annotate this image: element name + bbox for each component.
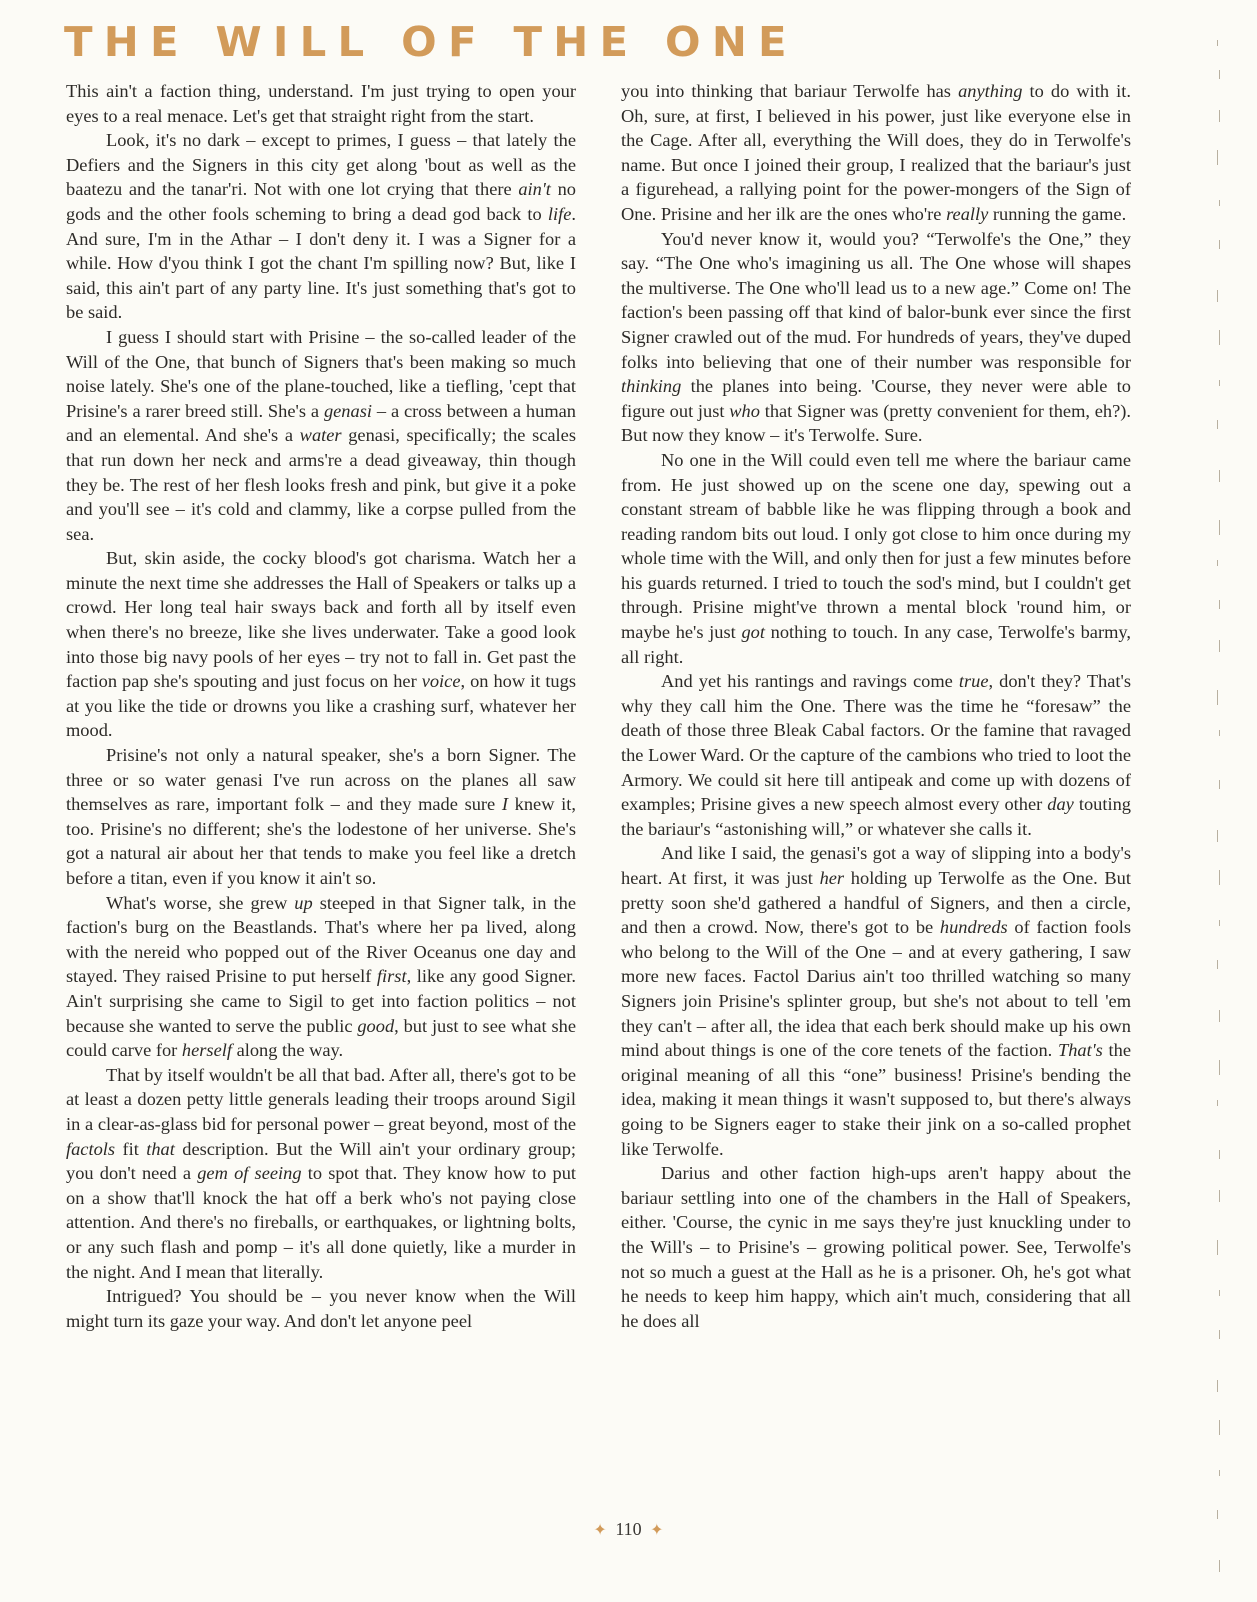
body-paragraph — [66, 743, 576, 891]
edge-tick — [1219, 920, 1220, 926]
emphasis-text: good — [357, 1015, 395, 1036]
text-run: fit — [115, 1138, 147, 1159]
edge-tick — [1217, 1510, 1218, 1519]
emphasis-text: who — [729, 400, 760, 421]
emphasis-text: gem of seeing — [197, 1163, 302, 1184]
text-run: running the game. — [988, 203, 1127, 224]
edge-tick — [1219, 780, 1220, 789]
edge-tick — [1219, 640, 1220, 652]
text-run: . And sure, I'm in the Athar – I don't deny it. I was a Signer for a while. How d'you think I got the chant I'm spilling now? But, like I said, this ain't part of any party line. It's just something that's got to be said. — [66, 203, 576, 323]
text-run: no gods and the other fools scheming to bring a dead god back to — [66, 179, 576, 224]
text-run: Look, it's no dark – except to primes, I guess – that lately the Defiers and the Signers in this city get along 'bout as well as the baatezu and the tanar'ri. Not with one lot crying that there — [66, 130, 576, 200]
emphasis-text: thinking — [621, 376, 682, 397]
edge-tick — [1217, 1240, 1218, 1255]
page-folio — [0, 1519, 1257, 1540]
emphasis-text: That's — [1057, 1040, 1103, 1061]
edge-tick — [1219, 600, 1220, 609]
text-run: description. But the Will ain't your ordinary group; you don't need a — [66, 1138, 576, 1184]
body-paragraph — [66, 79, 576, 128]
edge-tick — [1217, 420, 1218, 429]
edge-tick — [1217, 690, 1218, 705]
text-run: Intrigued? You should be – you never know when the Will might turn its gaze your way. And don't let anyone peel — [66, 1286, 576, 1331]
text-run: And like I said, the genasi's got a way of slipping into a body's heart. At first, it was just — [621, 843, 1131, 888]
edge-tick — [1217, 830, 1218, 842]
text-run: the planes into being. 'Course, they never were able to figure out just — [621, 376, 1131, 421]
emphasis-text: hundreds — [939, 917, 1008, 938]
edge-tick — [1219, 380, 1220, 386]
text-run: genasi, specifically; the scales that run down her neck and arms're a dead giveaway, thin though they be. The rest of her flesh looks fresh and pink, but give it a poke and you'll see – it's cold and clammy, like a corpse pulled from the sea. — [66, 425, 576, 544]
text-run: No one in the Will could even tell me where the bariaur came from. He just showed up on the scene one day, spewing out a constant stream of babble like he was flipping through a book and reading random bits out loud. I only got close to him once during my whole time with the Will, and only then for just a few minutes before his guards returned. I tried to touch the sod's mind, but I couldn't get through. Prisine might've thrown a mental block 'round him, or maybe he's just — [621, 449, 1131, 643]
edge-tick — [1219, 870, 1220, 885]
edge-tick — [1219, 1560, 1220, 1572]
edge-tick — [1219, 1470, 1220, 1476]
edge-tick — [1217, 560, 1218, 566]
emphasis-text: life — [547, 203, 572, 224]
emphasis-text: ain't — [518, 179, 551, 200]
edge-tick — [1219, 1150, 1220, 1159]
emphasis-text: I — [501, 794, 508, 815]
edge-tick — [1219, 240, 1220, 249]
text-run: , on how it tugs at you like the tide or drowns you like a crashing surf, whatever her mood. — [66, 671, 576, 741]
edge-tick — [1219, 70, 1220, 79]
emphasis-text: first — [376, 966, 407, 987]
body-paragraph — [621, 841, 1131, 1161]
body-paragraph — [66, 1284, 576, 1333]
body-paragraph — [66, 1063, 576, 1284]
edge-tick — [1219, 520, 1220, 535]
body-paragraph — [66, 325, 576, 546]
text-run: touting the bariaur's “astonishing will,” or whatever she calls it. — [621, 794, 1131, 839]
body-paragraph — [621, 1161, 1131, 1333]
edge-tick — [1217, 960, 1218, 969]
text-run: Darius and other faction high-ups aren't happy about the bariaur settling into one of the chambers in the Hall of Speakers, either. 'Course, the cynic in me says they're just knuckling under to the Will's – to Prisine's – growing political power. See, Terwolfe's not so much a guest at the Hall as he is a prisoner. Oh, he's got what he needs to keep him happy, which ain't much, considering that all he does all — [621, 1163, 1131, 1331]
text-run: that Signer was (pretty convenient for them, eh?). But now they know – it's Terwolfe. Sure. — [621, 400, 1132, 446]
text-run: of faction fools who belong to the Will of the One – and at every gathering, I saw more new faces. Factol Darius ain't too thrilled watching so many Signers join Prisine's splinter group, but she's not about to tell 'em they can't – after all, the idea that each berk should make up his own mind about things is one of the core tenets of the faction. — [621, 917, 1131, 1061]
emphasis-text: up — [294, 892, 313, 913]
emphasis-text: voice — [421, 671, 461, 692]
left-text-column — [66, 79, 576, 1333]
edge-tick — [1219, 470, 1220, 482]
text-run: the original meaning of all this “one” business! Prisine's bending the idea, making it mean things it wasn't supposed to, but there's always going to be Signers eager to stake their jink on a so-called prophet like Terwolfe. — [621, 1040, 1131, 1159]
edge-tick — [1217, 1380, 1218, 1392]
text-run: , don't they? That's why they call him the One. There was the time he “foresaw” the death of those three Bleak Cabal factors. Or the famine that ravaged the Lower Ward. Or the capture of the cambions who tried to loot the Armory. We could sit here till antipeak and come up with dozens of examples; Prisine gives a new speech almost every other — [621, 671, 1131, 815]
text-run: I guess I should start with Prisine – the so-called leader of the Will of the One, that bunch of Signers that's been making so much noise lately. She's one of the plane-touched, like a tiefling, 'cept that Prisine's a rarer breed still. She's a — [66, 326, 576, 421]
emphasis-text: factols — [66, 1138, 116, 1159]
text-run: knew it, too. Prisine's no different; she's the lodestone of her universe. She's got a natural air about her that tends to make you feel like a dretch before a titan, even if you know it ain't so. — [66, 794, 576, 888]
text-run: to do with it. Oh, sure, at first, I believed in his power, just like everyone else in the Cage. After all, everything the Will does, they do in Terwolfe's name. But once I joined their group, I realized that the bariaur's just a figurehead, a rallying point for the power-mongers of the Sign of One. Prisine and her ilk are the ones who're — [621, 81, 1131, 224]
body-paragraph — [66, 546, 576, 743]
text-run: This ain't a faction thing, understand. I'm just trying to open your eyes to a real menace. Let's get that straight right from the start. — [66, 81, 576, 126]
right-text-column — [621, 79, 1131, 1333]
body-paragraph — [621, 669, 1131, 841]
body-paragraph — [66, 128, 576, 325]
text-run: along the way. — [231, 1040, 344, 1061]
emphasis-text: true — [958, 671, 989, 692]
edge-tick — [1219, 330, 1220, 345]
text-run: You'd never know it, would you? “Terwolfe's the One,” they say. “The One who's imagining us all. The One whose will shapes the multiverse. The One who'll lead us to a new age.” Come on! The faction's been passing off that kind of balor-bunk ever since the first Signer crawled out of the mud. For hundreds of years, they've duped folks into believing that one of their number was responsible for — [621, 228, 1131, 372]
chapter-title: THE WILL OF THE ONE — [64, 18, 798, 66]
text-run: you into thinking that bariaur Terwolfe has — [621, 81, 959, 101]
edge-tick — [1217, 290, 1218, 302]
emphasis-text: that — [146, 1138, 175, 1159]
star-ornament-icon: ✦ — [650, 1522, 664, 1539]
text-run: – a cross between a human and an elemental. And she's a — [66, 400, 576, 446]
text-run: , like any good Signer. Ain't surprising she came to Sigil to get into faction politics – not because she wanted to serve the public — [66, 966, 576, 1036]
text-run: What's worse, she grew — [106, 892, 295, 913]
edge-tick — [1219, 1290, 1220, 1296]
emphasis-text: really — [946, 203, 989, 224]
text-run: nothing to touch. In any case, Terwolfe's barmy, all right. — [621, 622, 1131, 667]
emphasis-text: anything — [958, 81, 1023, 101]
edge-tick — [1219, 1420, 1220, 1435]
page-number: 110 — [615, 1519, 642, 1539]
emphasis-text: her — [819, 868, 845, 888]
edge-tick — [1217, 150, 1218, 165]
edge-tick — [1217, 1100, 1218, 1106]
emphasis-text: genasi — [323, 400, 372, 421]
edge-tick — [1219, 1010, 1220, 1022]
body-paragraph — [66, 891, 576, 1063]
edge-tick — [1219, 110, 1220, 122]
text-run: Prisine's not only a natural speaker, she's a born Signer. The three or so water genasi I've run across on the planes all saw themselves as rare, important folk – and they made sure — [66, 745, 576, 815]
emphasis-text: got — [741, 622, 765, 643]
emphasis-text: herself — [181, 1040, 232, 1061]
edge-tick — [1219, 730, 1220, 736]
edge-tick — [1217, 40, 1218, 46]
emphasis-text: water — [299, 425, 342, 446]
edge-tick — [1219, 1060, 1220, 1075]
edge-tick — [1219, 200, 1220, 206]
edge-tick — [1219, 1330, 1220, 1339]
text-run: holding up Terwolfe as the One. But pretty soon she'd gathered a handful of Signers, and then a circle, and then a crowd. Now, there's got to be — [621, 868, 1131, 938]
edge-tick — [1219, 1190, 1220, 1202]
emphasis-text: day — [1047, 794, 1074, 815]
body-paragraph — [621, 448, 1131, 669]
text-run: steeped in that Signer talk, in the faction's burg on the Beastlands. That's where her pa lived, along with the nereid who popped out of the River Oceanus one day and stayed. They raised Prisine to put herself — [66, 892, 576, 987]
text-run: , but just to see what she could carve for — [66, 1015, 576, 1061]
text-run: to spot that. They know how to put on a show that'll knock the hat off a berk who's not paying close attention. And there's no fireballs, or earthquakes, or lightning bolts, or any such flash and pomp – it's all done quietly, like a murder in the night. And I mean that literally. — [66, 1163, 576, 1282]
body-paragraph — [621, 79, 1131, 227]
star-ornament-icon: ✦ — [593, 1522, 607, 1539]
text-run: And yet his rantings and ravings come — [661, 671, 959, 692]
body-paragraph — [621, 227, 1131, 448]
text-run: That by itself wouldn't be all that bad. After all, there's got to be at least a dozen petty little generals leading their troops around Sigil in a clear-as-glass bid for personal power – great beyond, most of the — [66, 1064, 576, 1134]
text-run: But, skin aside, the cocky blood's got charisma. Watch her a minute the next time she addresses the Hall of Speakers or talks up a crowd. Her long teal hair sways back and forth all by itself even when there's no breeze, like she lives underwater. Take a good look into those big navy pools of her eyes – try not to fall in. Get past the faction pap she's spouting and just focus on her — [66, 548, 576, 692]
page-edge-scan-marks — [1197, 0, 1257, 1602]
